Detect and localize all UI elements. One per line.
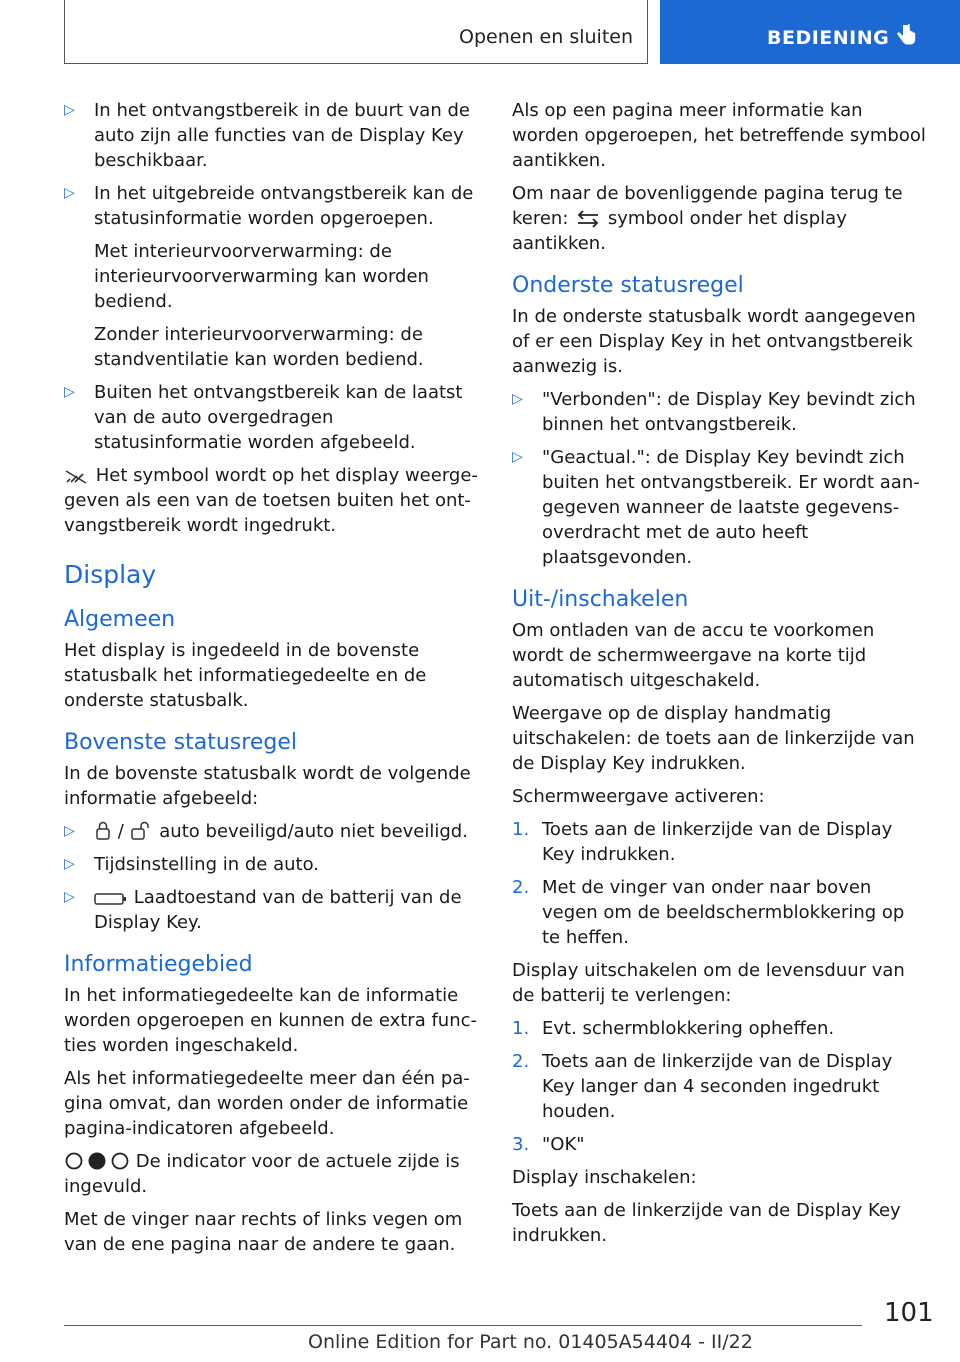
sub-paragraph: Met interieurvoorverwarming: de interieurvoorverwarming kan worden bediend. [94,241,429,312]
list-item [64,885,480,935]
step-number: 2. [512,877,530,898]
hand-pointer-icon [895,23,917,49]
paragraph: Display inschakelen: [512,1167,697,1188]
list-item-text: "Verbonden": de Display Key bevindt zich binnen het ontvangstbereik. [542,389,916,435]
footer-divider [64,1325,862,1326]
paragraph-text: symbool onder het display aantikken. [512,208,847,254]
heading-onderste-statusregel: Onderste statusregel [512,273,744,298]
paragraph: Weergave op de display handmatig uitschakelen: de toets aan de linkerzijde van de Display Key indrukken. [512,703,915,774]
bullet-marker: ▷ [64,856,75,872]
header-chapter-box [660,0,960,64]
bullet-marker: ▷ [512,391,523,407]
list-item [64,852,480,877]
numbered-item [512,817,928,867]
lock-closed-icon [94,821,112,841]
bullet-marker: ▷ [64,823,75,839]
list-item-text: Tijdsinstelling in de auto. [94,854,319,875]
paragraph: Toets aan de linkerzijde van de Display Key indrukken. [512,1200,901,1246]
list-item-text: Laadtoestand van de batterij van de Display Key. [94,887,462,933]
page-number: 101 [884,1298,934,1328]
step-number: 2. [512,1051,530,1072]
step-text: Met de vinger van onder naar boven vegen om de beeldschermblokkering op te heffen. [542,877,905,948]
list-item [64,380,480,455]
step-text: Toets aan de linkerzijde van de Display Key langer dan 4 seconden ingedrukt houden. [542,1051,893,1122]
list-item [64,819,480,844]
paragraph: Display uitschakelen om de levensduur van de batterij te verlengen: [512,960,905,1006]
step-number: 1. [512,819,530,840]
back-arrow-icon [574,210,602,228]
list-item [64,98,480,173]
bullet-marker: ▷ [512,449,523,465]
symbol-paragraph [64,463,480,538]
numbered-item [512,1132,928,1157]
separator-slash: / [117,821,124,842]
page-indicator-icon [64,1151,130,1171]
numbered-item [512,875,928,950]
header-chapter-title: BEDIENING [767,27,890,49]
left-column [64,98,480,1265]
paragraph: Schermweergave activeren: [512,786,765,807]
paragraph: Als op een pagina meer informatie kan worden opgeroepen, het betreffende symbool aantikken. [512,100,926,171]
footer-edition: Online Edition for Part no. 01405A54404 - II/22 [308,1331,753,1353]
paragraph: In het informatiegedeelte kan de informatie worden opgeroepen en kunnen de extra functies worden ingeschakeld. [64,985,478,1056]
list-item [512,387,928,437]
step-text: Evt. schermblokkering opheffen. [542,1018,835,1039]
paragraph [512,181,928,256]
list-item-text: "Geactual.": de Display Key bevindt zich buiten het ontvangstbereik. Er wordt aangegeven wanneer de laatste gegevensoverdracht met de auto heeft plaatsgevonden. [542,447,920,568]
step-text: "OK" [542,1134,585,1155]
paragraph-text: De indicator voor de actuele zijde is ingevuld. [64,1151,460,1197]
right-column [512,98,928,1256]
step-number: 1. [512,1018,530,1039]
header-section-title: Openen en sluiten [459,26,633,48]
sub-paragraph: Zonder interieurvoorverwarming: de standventilatie kan worden bediend. [94,324,424,370]
list-item-text: auto beveiligd/auto niet beveiligd. [159,821,468,842]
list-item-text: Buiten het ontvangstbereik kan de laatst van de auto overgedragen statusinformatie worden afgebeeld. [94,382,463,453]
paragraph: Als het informatiegedeelte meer dan één pagina omvat, dan worden onder de informatie pagina-indicatoren afgebeeld. [64,1068,470,1139]
paragraph: Met de vinger naar rechts of links vegen om van de ene pagina naar de andere te gaan. [64,1209,463,1255]
no-signal-icon [64,469,90,485]
bullet-marker: ▷ [64,384,75,400]
list-item-text: In het ontvangstbereik in de buurt van de auto zijn alle functies van de Display Key beschikbaar. [94,100,470,171]
paragraph: In de bovenste statusbalk wordt de volgende informatie afgebeeld: [64,763,471,809]
battery-icon [94,891,128,907]
heading-algemeen: Algemeen [64,607,176,632]
step-number: 3. [512,1134,530,1155]
list-item [512,445,928,570]
list-item-text: In het uitgebreide ontvangstbereik kan de statusinformatie worden opgeroepen. [94,183,474,229]
paragraph: Om ontladen van de accu te voorkomen wordt de schermweergave na korte tijd automatisch uitgeschakeld. [512,620,875,691]
heading-bovenste-statusregel: Bovenste statusregel [64,730,297,755]
paragraph: In de onderste statusbalk wordt aangegeven of er een Display Key in het ontvangstbereik aanwezig is. [512,306,916,377]
heading-informatiegebied: Informatiegebied [64,952,253,977]
paragraph [64,1149,480,1199]
list-item [64,181,480,231]
symbol-paragraph-text: Het symbool wordt op het display weergegeven als een van de toetsen buiten het ontvangstbereik wordt ingedrukt. [64,465,478,536]
paragraph: Het display is ingedeeld in de bovenste statusbalk het informatiegedeelte en de onderste statusbalk. [64,640,427,711]
paragraph-text: Om naar de bovenliggende pagina terug te keren: [512,183,903,229]
bullet-marker: ▷ [64,185,75,201]
heading-uit-inschakelen: Uit-/inschakelen [512,587,689,612]
lock-open-icon [130,821,154,841]
numbered-item [512,1049,928,1124]
step-text: Toets aan de linkerzijde van de Display Key indrukken. [542,819,893,865]
bullet-marker: ▷ [64,889,75,905]
heading-display: Display [64,560,157,589]
header-section-box [64,0,648,64]
bullet-marker: ▷ [64,102,75,118]
numbered-item [512,1016,928,1041]
